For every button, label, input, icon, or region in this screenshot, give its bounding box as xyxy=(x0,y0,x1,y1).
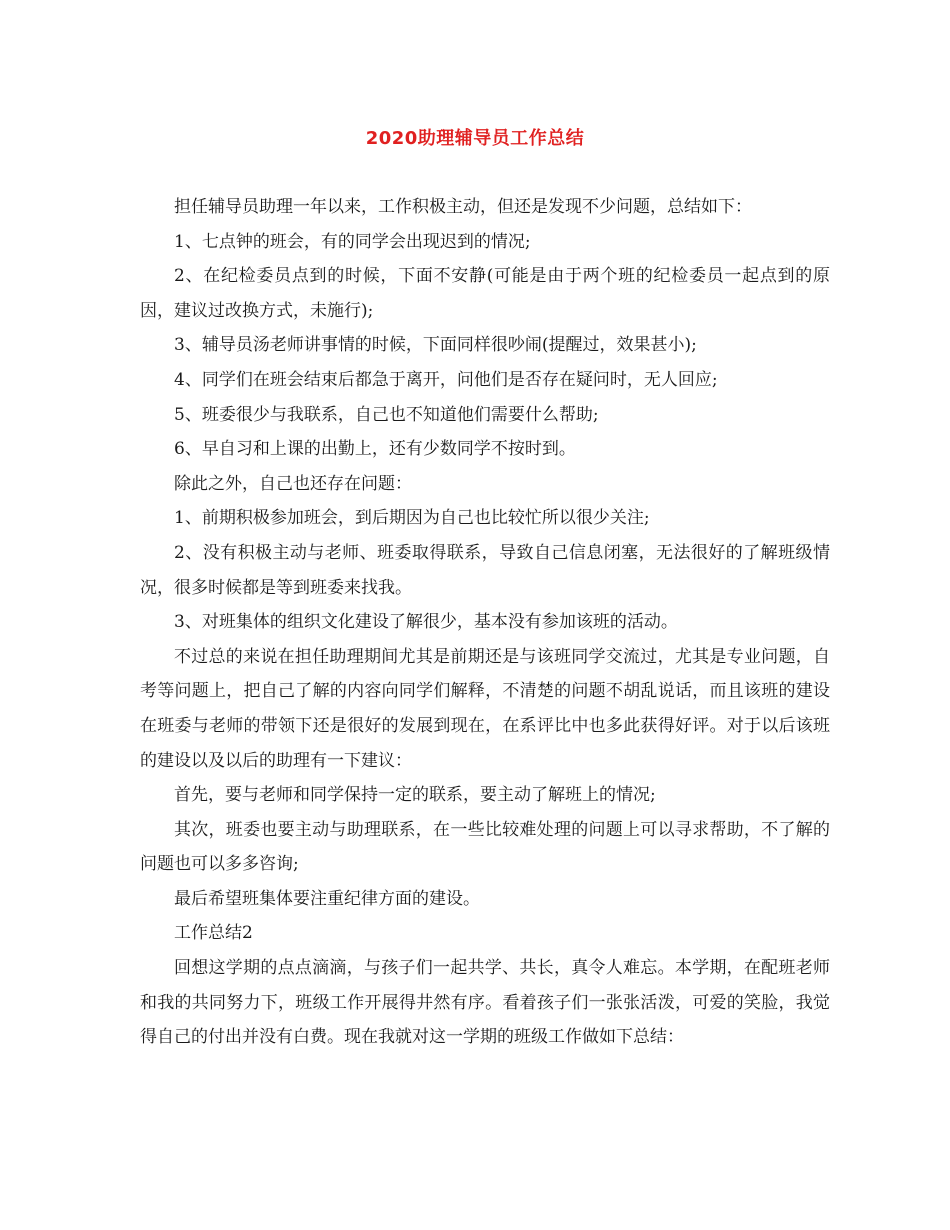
paragraph-issue-6: 6、早自习和上课的出勤上，还有少数同学不按时到。 xyxy=(174,439,576,460)
paragraph-issue-3: 3、辅导员汤老师讲事情的时候，下面同样很吵闹(提醒过，效果甚小); xyxy=(174,335,697,356)
document-body xyxy=(140,190,830,1055)
paragraph-issue-1: 1、七点钟的班会，有的同学会出现迟到的情况; xyxy=(174,231,531,252)
paragraph-section-2-intro: 回想这学期的点点滴滴，与孩子们一起共学、共长，真令人难忘。本学期，在配班老师和我的共同努力下，班级工作开展得井然有序。看着孩子们一张张活泼，可爱的笑脸，我觉得自己的付出并没有白费。现在我就对这一学期的班级工作做如下总结： xyxy=(140,958,830,1048)
paragraph-issue-4: 4、同学们在班会结束后都急于离开，问他们是否存在疑问时，无人回应; xyxy=(174,369,718,390)
document-title: 2020助理辅导员工作总结 xyxy=(365,128,585,149)
paragraph-issue-2: 2、在纪检委员点到的时候，下面不安静(可能是由于两个班的纪检委员一起点到的原因，建议过改换方式，未施行); xyxy=(140,266,830,321)
paragraph-summary: 不过总的来说在担任助理期间尤其是前期还是与该班同学交流过，尤其是专业问题，自考等问题上，把自己了解的内容向同学们解释，不清楚的问题不胡乱说话，而且该班的建设在班委与老师的带领下还是很好的发展到现在，在系评比中也多此获得好评。对于以后该班的建设以及以后的助理有一下建议： xyxy=(140,646,830,771)
paragraph-self-3: 3、对班集体的组织文化建设了解很少，基本没有参加该班的活动。 xyxy=(174,612,678,633)
paragraph-self-intro: 除此之外，自己也还存在问题： xyxy=(174,473,412,494)
section-heading-2: 工作总结2 xyxy=(174,923,253,944)
paragraph-self-2: 2、没有积极主动与老师、班委取得联系，导致自己信息闭塞，无法很好的了解班级情况，很多时候都是等到班委来找我。 xyxy=(140,542,830,598)
paragraph-suggestion-1: 首先，要与老师和同学保持一定的联系，要主动了解班上的情况; xyxy=(174,785,656,806)
paragraph-intro: 担任辅导员助理一年以来，工作积极主动，但还是发现不少问题，总结如下： xyxy=(174,197,752,217)
paragraph-self-1: 1、前期积极参加班会，到后期因为自己也比较忙所以很少关注; xyxy=(174,508,650,529)
paragraph-issue-5: 5、班委很少与我联系，自己也不知道他们需要什么帮助; xyxy=(174,404,599,425)
paragraph-suggestion-3: 最后希望班集体要注重纪律方面的建设。 xyxy=(174,888,480,909)
paragraph-suggestion-2: 其次，班委也要主动与助理联系，在一些比较难处理的问题上可以寻求帮助，不了解的问题也可以多多咨询; xyxy=(140,819,830,875)
